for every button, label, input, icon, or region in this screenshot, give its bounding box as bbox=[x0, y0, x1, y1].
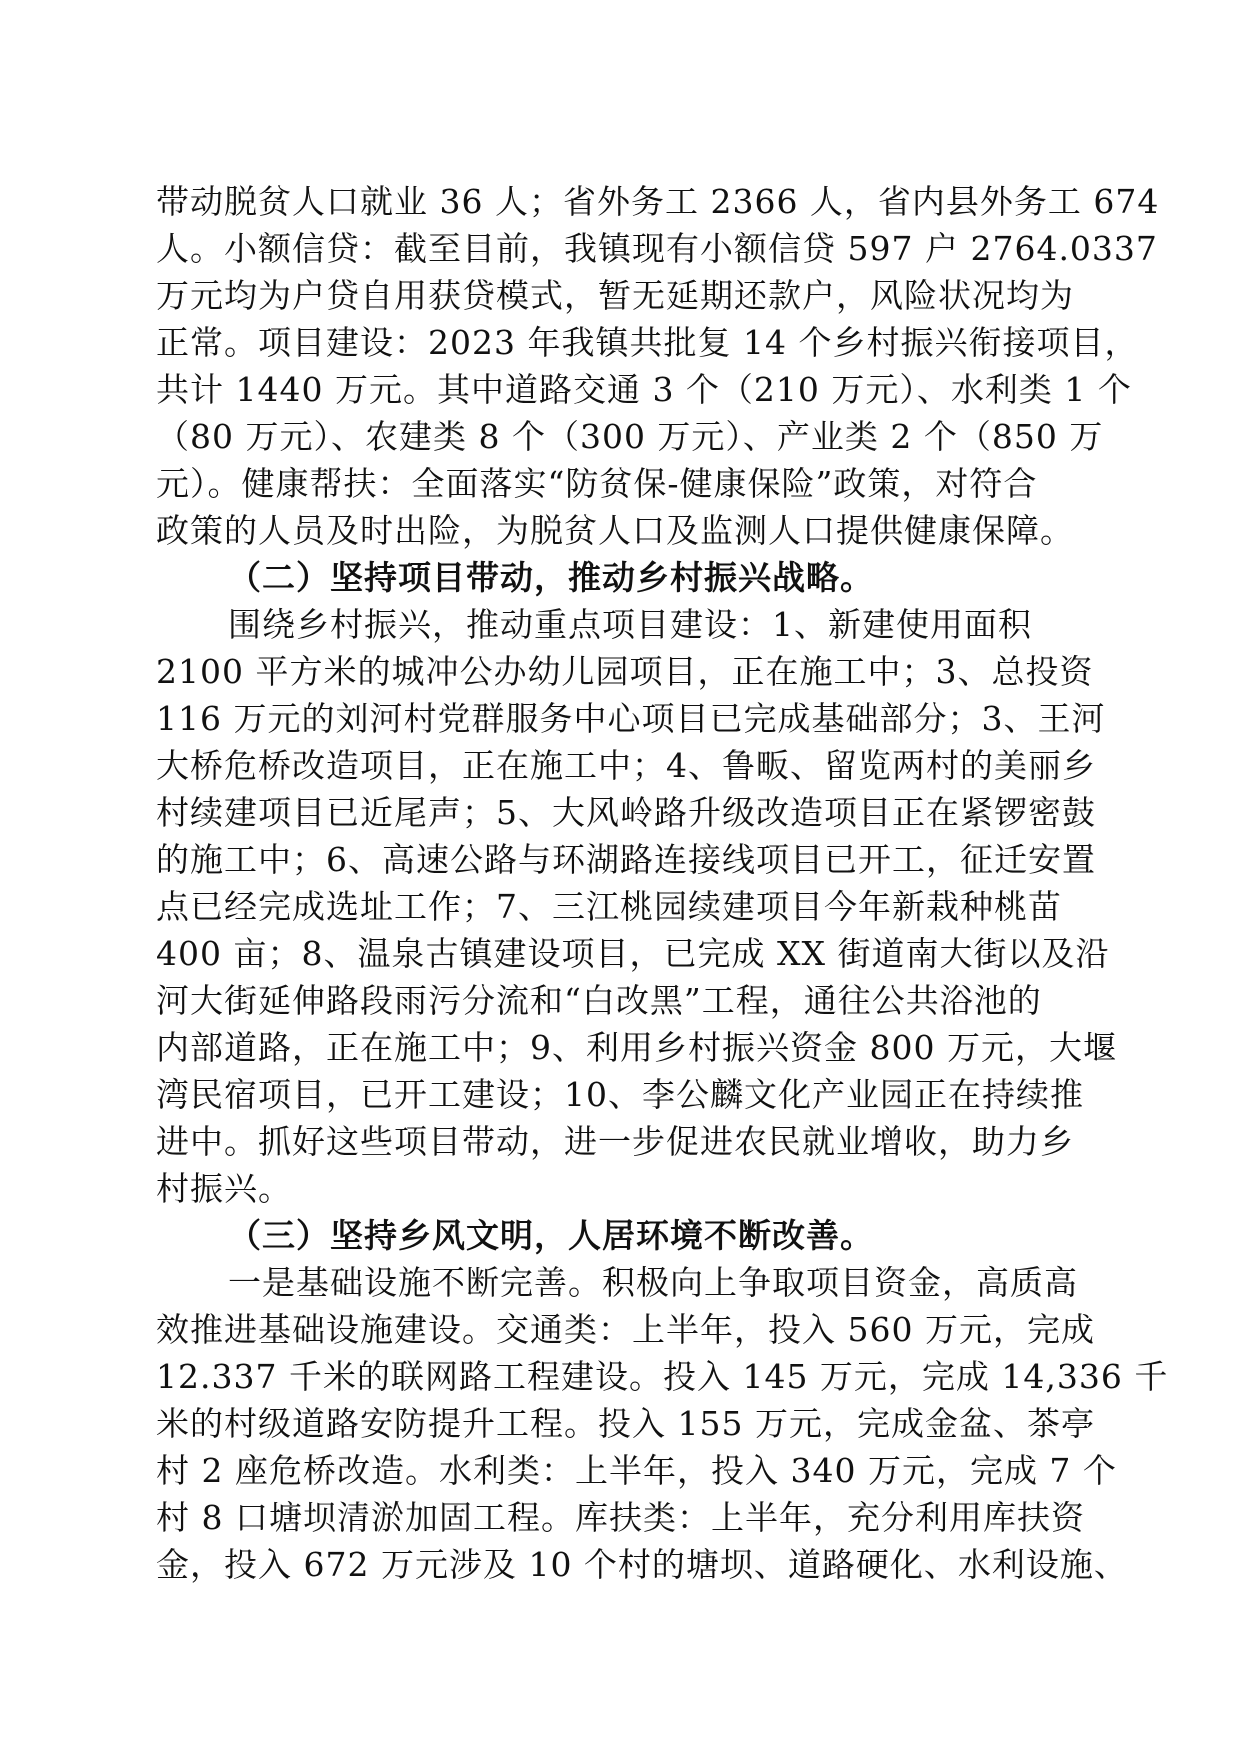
paragraph-line: 400 亩；8、温泉古镇建设项目，已完成 XX 街道南大街以及沿 bbox=[156, 934, 1110, 973]
paragraph-line: 点已经完成选址工作；7、三江桃园续建项目今年新栽种桃苗 bbox=[156, 887, 1062, 926]
paragraph-line: 共计 1440 万元。其中道路交通 3 个（210 万元）、水利类 1 个 bbox=[156, 370, 1132, 409]
paragraph-line: 效推进基础设施建设。交通类：上半年，投入 560 万元，完成 bbox=[156, 1310, 1095, 1349]
paragraph-line: 河大街延伸路段雨污分流和“白改黑”工程，通往公共浴池的 bbox=[156, 981, 1042, 1020]
paragraph-line: 带动脱贫人口就业 36 人；省外务工 2366 人，省内县外务工 674 bbox=[156, 182, 1160, 221]
paragraph-line: 米的村级道路安防提升工程。投入 155 万元，完成金盆、茶亭 bbox=[156, 1404, 1095, 1443]
paragraph-2 bbox=[156, 601, 1117, 1212]
paragraph-line: 金，投入 672 万元涉及 10 个村的塘坝、道路硬化、水利设施、 bbox=[156, 1545, 1128, 1584]
paragraph-line: 万元均为户贷自用获贷模式，暂无延期还款户，风险状况均为 bbox=[156, 276, 1074, 315]
paragraph-line: 大桥危桥改造项目，正在施工中；4、鲁畈、留览两村的美丽乡 bbox=[156, 746, 1096, 785]
heading-section-2 bbox=[156, 554, 1084, 601]
paragraph-line: 正常。项目建设：2023 年我镇共批复 14 个乡村振兴衔接项目， bbox=[156, 323, 1139, 362]
paragraph-line: 村振兴。 bbox=[156, 1169, 292, 1208]
paragraph-line: 元）。健康帮扶：全面落实“防贫保-健康保险”政策，对符合 bbox=[156, 464, 1038, 503]
paragraph-line: 围绕乡村振兴，推动重点项目建设：1、新建使用面积 bbox=[228, 605, 1032, 644]
paragraph-1 bbox=[156, 178, 1160, 554]
paragraph-line: 村 2 座危桥改造。水利类：上半年，投入 340 万元，完成 7 个 bbox=[156, 1451, 1117, 1490]
paragraph-line: 进中。抓好这些项目带动，进一步促进农民就业增收，助力乡 bbox=[156, 1122, 1074, 1161]
paragraph-line: 村 8 口塘坝清淤加固工程。库扶类：上半年，充分利用库扶资 bbox=[156, 1498, 1085, 1537]
paragraph-line: 一是基础设施不断完善。积极向上争取项目资金，高质高 bbox=[228, 1263, 1078, 1302]
paragraph-line: 的施工中；6、高速公路与环湖路连接线项目已开工，征迁安置 bbox=[156, 840, 1096, 879]
paragraph-3 bbox=[156, 1259, 1169, 1588]
paragraph-line: 人。小额信贷：截至目前，我镇现有小额信贷 597 户 2764.0337 bbox=[156, 229, 1158, 268]
paragraph-line: 内部道路，正在施工中；9、利用乡村振兴资金 800 万元，大堰 bbox=[156, 1028, 1117, 1067]
paragraph-line: 2100 平方米的城冲公办幼儿园项目，正在施工中；3、总投资 bbox=[156, 652, 1094, 691]
paragraph-line: 政策的人员及时出险，为脱贫人口及监测人口提供健康保障。 bbox=[156, 511, 1074, 550]
paragraph-line: 12.337 千米的联网路工程建设。投入 145 万元，完成 14,336 千 bbox=[156, 1357, 1169, 1396]
section-heading: （三）坚持乡风文明，人居环境不断改善。 bbox=[228, 1216, 874, 1255]
paragraph-line: 湾民宿项目，已开工建设；10、李公麟文化产业园正在持续推 bbox=[156, 1075, 1084, 1114]
heading-section-3 bbox=[156, 1212, 1084, 1259]
paragraph-line: 村续建项目已近尾声；5、大风岭路升级改造项目正在紧锣密鼓 bbox=[156, 793, 1096, 832]
paragraph-line: 116 万元的刘河村党群服务中心项目已完成基础部分；3、王河 bbox=[156, 699, 1106, 738]
section-heading: （二）坚持项目带动，推动乡村振兴战略。 bbox=[228, 558, 874, 597]
paragraph-line: （80 万元）、农建类 8 个（300 万元）、产业类 2 个（850 万 bbox=[156, 417, 1104, 456]
document-body bbox=[156, 178, 1169, 1588]
